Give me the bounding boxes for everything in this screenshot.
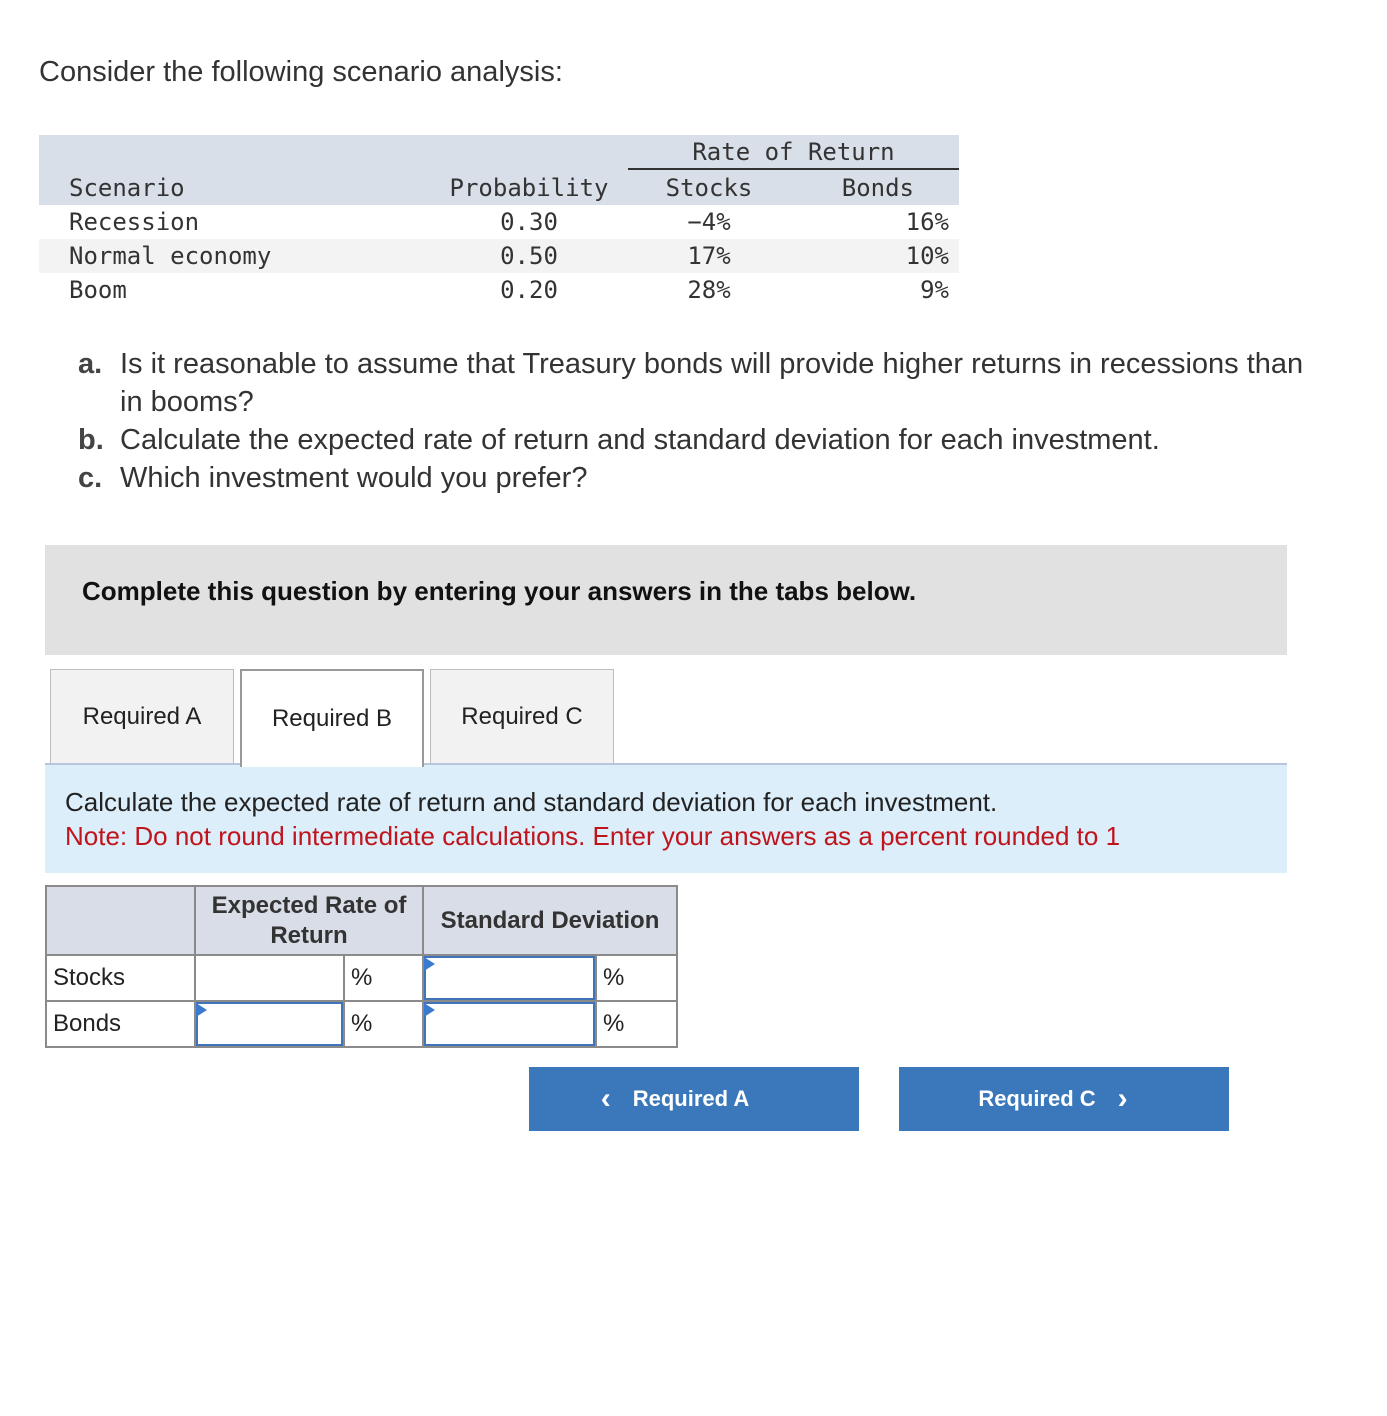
tab-required-c[interactable]: Required C [430, 669, 614, 763]
input-marker-icon [196, 1003, 207, 1017]
input-marker-icon [424, 957, 435, 971]
question-c [78, 459, 1308, 497]
instruction-banner [45, 545, 1287, 655]
question-c-label: c. [78, 462, 103, 494]
row-normal-bonds: 10% [905, 242, 949, 270]
percent-unit: % [596, 1001, 677, 1047]
answer-row-label: Stocks [46, 955, 195, 1001]
row-normal-scenario: Normal economy [69, 242, 272, 270]
row-recession-scenario: Recession [69, 208, 200, 236]
bonds-std-dev-input[interactable] [423, 1001, 596, 1047]
header-probability: Probability [449, 174, 609, 202]
answer-table [45, 885, 678, 1048]
row-boom-stocks: 28% [687, 276, 731, 304]
answer-header-blank [46, 886, 195, 955]
question-b-label: b. [78, 424, 104, 456]
question-a-label: a. [78, 348, 103, 380]
question-a [78, 345, 1308, 421]
next-button-label: Required C [978, 1086, 1096, 1111]
chevron-right-icon: › [1117, 1082, 1128, 1115]
scenario-table [39, 135, 959, 305]
stocks-std-dev-input[interactable] [423, 955, 596, 1001]
panel-note: Note: Do not round intermediate calculations. Enter your answers as a percent rounded to 1 [65, 821, 1121, 851]
row-normal-probability: 0.50 [500, 242, 558, 270]
percent-unit: % [344, 955, 423, 1001]
prev-required-a-button[interactable] [529, 1067, 859, 1131]
question-b-text: Calculate the expected rate of return and standard deviation for each investment. [120, 424, 1160, 456]
row-recession-probability: 0.30 [500, 208, 558, 236]
answer-row-stocks [46, 955, 677, 1001]
prev-button-label: Required A [632, 1086, 750, 1111]
input-box[interactable] [424, 956, 595, 1000]
bonds-expected-return-input[interactable] [195, 1001, 344, 1047]
tab-required-a[interactable]: Required A [50, 669, 234, 763]
answer-header-std-dev: Standard Deviation [423, 886, 677, 955]
rate-of-return-header: Rate of Return [692, 138, 895, 166]
question-c-text: Which investment would you prefer? [120, 462, 588, 494]
stocks-expected-return-cell [195, 955, 344, 1001]
row-boom-scenario: Boom [69, 276, 127, 304]
percent-unit: % [344, 1001, 423, 1047]
answer-row-label: Bonds [46, 1001, 195, 1047]
answer-row-bonds [46, 1001, 677, 1047]
row-boom-probability: 0.20 [500, 276, 558, 304]
header-stocks: Stocks [665, 174, 753, 202]
tab-panel-instructions [45, 765, 1287, 873]
row-boom-bonds: 9% [920, 276, 949, 304]
intro-text: Consider the following scenario analysis: [39, 56, 563, 88]
input-marker-icon [424, 1003, 435, 1017]
header-bonds: Bonds [841, 174, 914, 202]
panel-instruction: Calculate the expected rate of return and standard deviation for each investment. [65, 787, 998, 817]
input-box[interactable] [424, 1002, 595, 1046]
tab-required-b[interactable]: Required B [240, 669, 424, 767]
row-recession-bonds: 16% [905, 208, 949, 236]
input-box[interactable] [196, 1002, 343, 1046]
instruction-banner-text: Complete this question by entering your answers in the tabs below. [82, 576, 917, 606]
row-recession-stocks: −4% [687, 208, 731, 236]
chevron-left-icon: ‹ [600, 1082, 611, 1115]
next-required-c-button[interactable] [899, 1067, 1229, 1131]
header-scenario: Scenario [69, 174, 185, 202]
question-a-text: Is it reasonable to assume that Treasury bonds will provide higher returns in recessions than in booms? [120, 348, 1304, 418]
question-list [78, 345, 1308, 497]
answer-header-expected-return: Expected Rate of Return [195, 886, 423, 955]
question-b [78, 421, 1308, 459]
row-normal-stocks: 17% [687, 242, 731, 270]
percent-unit: % [596, 955, 677, 1001]
